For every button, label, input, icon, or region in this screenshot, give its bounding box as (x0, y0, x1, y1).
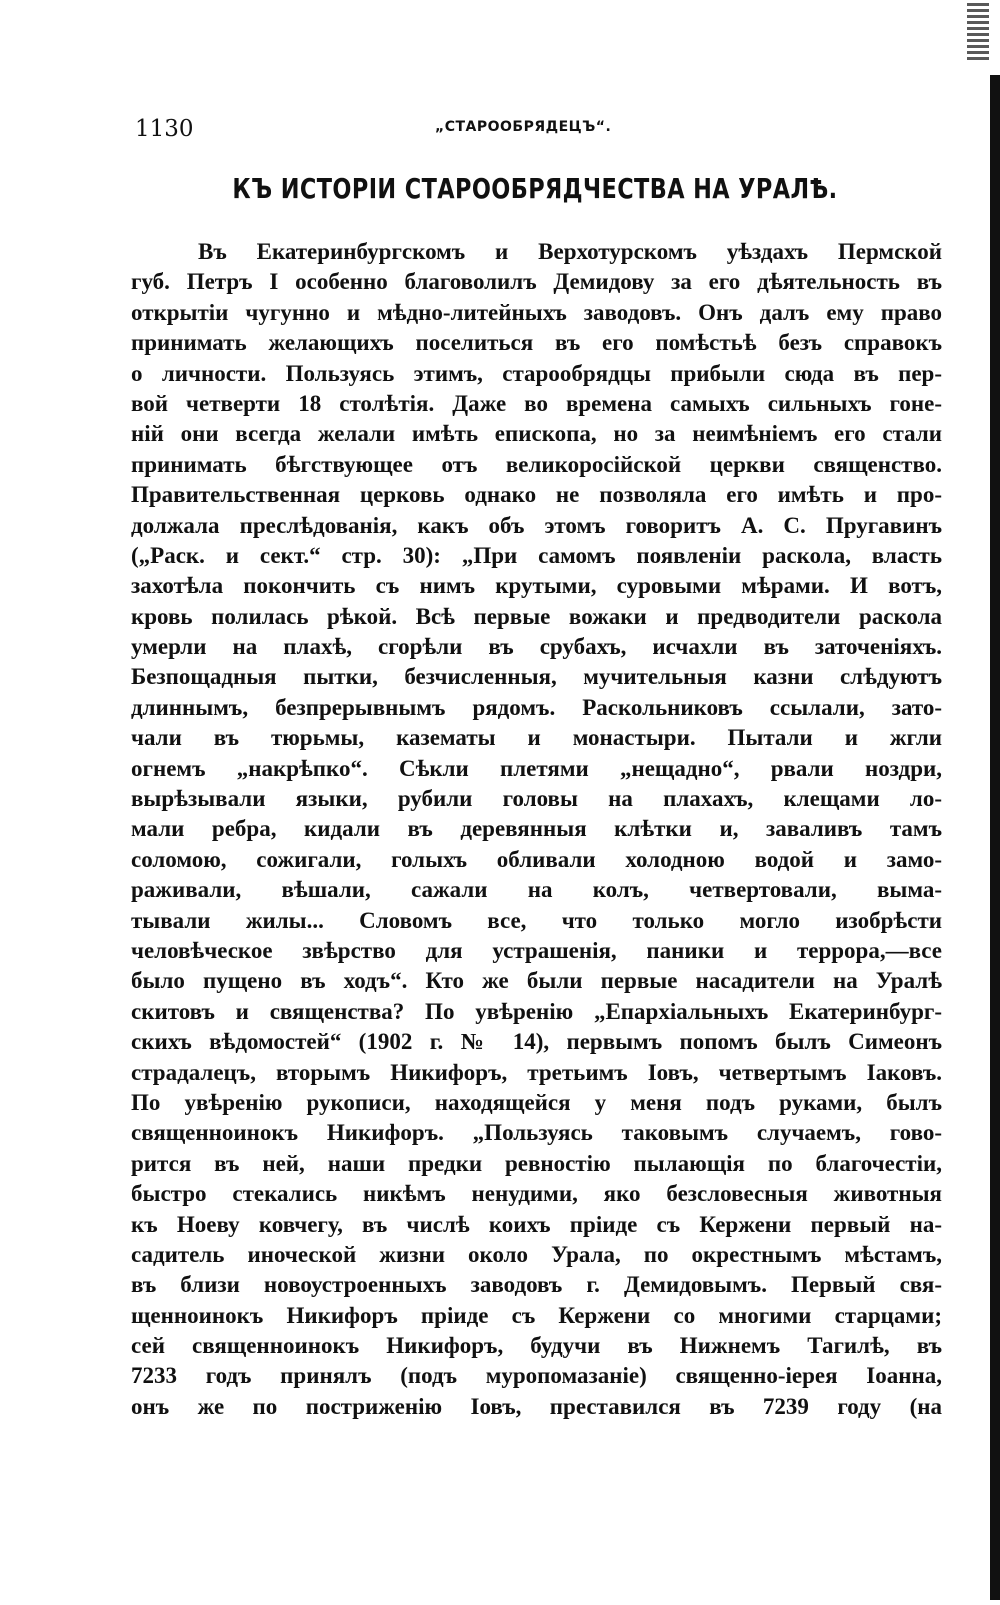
text-line: о личности. Пользуясь этимъ, старообрядцы прибыли сюда въ пер- (131, 360, 942, 386)
text-line: человѣческое звѣрство для устрашенія, паники и террора,—все (131, 937, 942, 963)
article-title: КЪ ИСТОРІИ СТАРООБРЯДЧЕСТВА НА УРАЛѢ. (232, 172, 838, 205)
text-line: чали въ тюрьмы, казематы и монастыри. Пытали и жгли (131, 725, 942, 751)
text-line: огнемъ „накрѣпко“. Сѣкли плетями „нещадно“, рвали ноздри, (131, 755, 942, 781)
text-line: длиннымъ, безпрерывнымъ рядомъ. Раскольниковъ ссылали, зато- (131, 694, 942, 720)
text-line: было пущено въ ходъ“. Кто же были первые насадители на Уралѣ (131, 968, 942, 994)
journal-title: „СТАРООБРЯДЕЦЪ“. (435, 119, 612, 135)
text-line: должала преслѣдованія, какъ объ этомъ говоритъ А. С. Пругавинъ (131, 512, 942, 538)
text-line: губ. Петръ I особенно благоволилъ Демидову за его дѣятельность въ (131, 269, 942, 295)
text-line: умерли на плахѣ, сгорѣли въ срубахъ, исчахли въ заточеніяхъ. (131, 634, 942, 660)
text-line: скитовъ и священства? По увѣренію „Епархіальныхъ Екатеринбург- (131, 998, 942, 1024)
text-line: 7233 годъ принялъ (подъ муропомазаніе) священно-іерея Іоанна, (131, 1363, 942, 1389)
text-line: открытіи чугунно и мѣдно-литейныхъ заводовъ. Онъ далъ ему право (131, 299, 942, 325)
text-line: тывали жилы... Словомъ все, что только могло изобрѣсти (131, 907, 942, 933)
scan-edge-bar (990, 75, 1000, 1600)
text-line: („Раск. и сект.“ стр. 30): „При самомъ появленіи раскола, власть (131, 542, 942, 568)
text-line: страдалецъ, вторымъ Никифоръ, третьимъ Іовъ, четвертымъ Іаковъ. (131, 1059, 942, 1085)
article-body (131, 237, 942, 1422)
text-line: скихъ вѣдомостей“ (1902 г. № 14), первымъ попомъ былъ Симеонъ (131, 1029, 942, 1055)
text-line: рится въ ней, наши предки ревностію пылающія по благочестіи, (131, 1150, 942, 1176)
page-number: 1130 (135, 116, 194, 142)
text-line: принимать желающихъ поселиться въ его помѣстьѣ безъ справокъ (131, 330, 942, 356)
text-line: въ близи новоустроенныхъ заводовъ г. Демидовымъ. Первый свя- (131, 1272, 942, 1298)
text-line: Безпощадныя пытки, безчисленныя, мучительныя казни слѣдуютъ (131, 664, 942, 690)
scan-edge (966, 0, 1000, 1605)
scan-edge-marks (967, 0, 989, 60)
text-line: кровь полилась рѣкой. Всѣ первые вожаки и предводители раскола (131, 603, 942, 629)
running-head (135, 116, 940, 146)
text-line: быстро стекались никѣмъ ненудими, яко безсловесныя животныя (131, 1181, 942, 1207)
text-line: Въ Екатеринбургскомъ и Верхотурскомъ уѣздахъ Пермской (198, 239, 942, 264)
text-line: онъ же по постриженію Іовъ, преставился въ 7239 году (на (131, 1393, 942, 1419)
text-line: къ Ноеву ковчегу, въ числѣ коихъ пріиде съ Кержени первый на- (131, 1211, 942, 1237)
text-line: щенноинокъ Никифоръ пріиде съ Кержени со многими старцами; (131, 1302, 942, 1328)
text-line: соломою, сожигали, голыхъ обливали холодною водой и замо- (131, 846, 942, 872)
text-line: принимать бѣгствующее отъ великоросійской церкви священство. (131, 451, 942, 477)
text-line: сей священноинокъ Никифоръ, будучи въ Нижнемъ Тагилѣ, въ (131, 1333, 942, 1359)
text-line: вой четверти 18 столѣтія. Даже во времена самыхъ сильныхъ гоне- (131, 390, 942, 416)
text-line: ній они всегда желали имѣть епископа, но за неимѣніемъ его стали (131, 421, 942, 447)
text-line: садитель иноческой жизни около Урала, по окрестнымъ мѣстамъ, (131, 1241, 942, 1267)
text-line: раживали, вѣшали, сажали на колъ, четвертовали, выма- (131, 877, 942, 903)
text-line: По увѣренію рукописи, находящейся у меня подъ руками, былъ (131, 1089, 942, 1115)
text-line: Правительственная церковь однако не позволяла его имѣть и про- (131, 482, 942, 508)
text-line: вырѣзывали языки, рубили головы на плахахъ, клещами ло- (131, 786, 942, 812)
text-line: мали ребра, кидали въ деревянныя клѣтки и, заваливъ тамъ (131, 816, 942, 842)
text-line: захотѣла покончить съ нимъ крутыми, суровыми мѣрами. И вотъ, (131, 573, 942, 599)
text-line: священноинокъ Никифоръ. „Пользуясь таковымъ случаемъ, гово- (131, 1120, 942, 1146)
